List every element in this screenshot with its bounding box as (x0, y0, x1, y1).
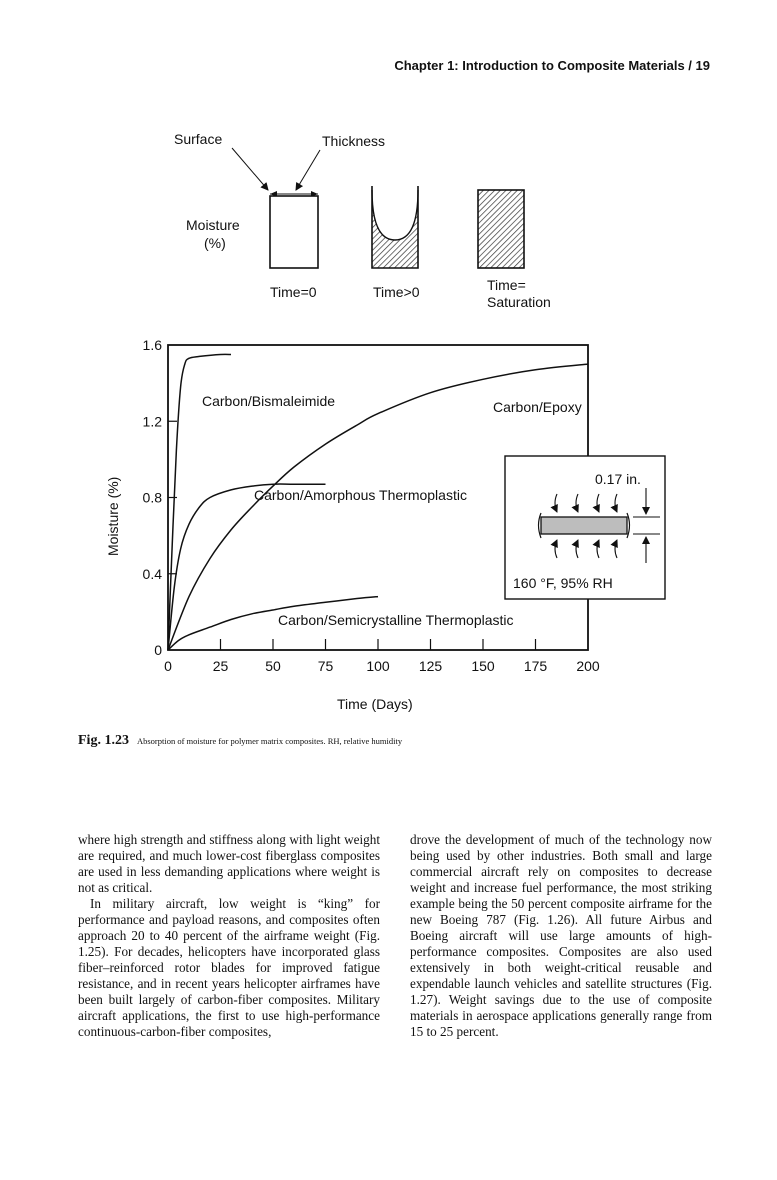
column-right (410, 832, 712, 1040)
surface-label: Surface (174, 131, 223, 147)
figure-caption (78, 731, 402, 749)
moisture-label-1: Moisture (186, 217, 240, 233)
profile-saturation (478, 190, 524, 268)
series-label-epoxy: Carbon/Epoxy (493, 399, 582, 415)
series-label-bismaleimide: Carbon/Bismaleimide (202, 393, 336, 409)
figure-number: Fig. 1.23 (78, 733, 129, 748)
time-saturation-label-1: Time= (487, 277, 526, 293)
x-axis-label: Time (Days) (337, 696, 413, 712)
series-label-amorphous: Carbon/Amorphous Thermoplastic (254, 487, 467, 503)
paragraph: drove the development of much of the technology now being used by other industries. Both small and large commercial aircraft rely on composites to decrease weight and increase fuel performance, the most striking example being the 50 percent composite airframe for the new Boeing 787 (Fig. 1.26). All future Airbus and Boeing aircraft will use large amounts of high-performance composites. Composites are also used extensively in both weight-critical reusable and expendable launch vehicles and satellite structures (Fig. 1.27). Weight savings due to the use of composite materials in aerospace applications generally range from 15 to 25 percent. (410, 832, 712, 1039)
x-tick-label: 50 (265, 658, 281, 674)
x-tick-label: 125 (418, 658, 443, 674)
figure-caption-text: Absorption of moisture for polymer matrix composites. RH, relative humidity (136, 736, 403, 746)
time0-label: Time=0 (270, 284, 317, 300)
x-tick-label: 175 (523, 658, 548, 674)
x-axis-ticks (164, 639, 600, 674)
x-tick-label: 75 (317, 658, 334, 674)
body-text (78, 832, 712, 1040)
moisture-schematic (174, 131, 551, 310)
profile-time-gt0 (372, 186, 418, 268)
series-label-semicrystalline: Carbon/Semicrystalline Thermoplastic (278, 612, 514, 628)
y-tick-label: 0.8 (142, 489, 162, 506)
y-tick-label: 1.2 (142, 413, 162, 430)
x-tick-label: 150 (471, 658, 495, 674)
running-header: Chapter 1: Introduction to Composite Materials / 19 (394, 58, 710, 73)
x-tick-label: 200 (576, 658, 600, 674)
paragraph: In military aircraft, low weight is “king” for performance and payload reasons, and composites often approach 20 to 40 percent of the airframe weight (Fig. 1.25). For decades, helicopters have incorporated glass fiber–reinforced rotor blades for improved fatigue resistance, and in recent years helicopter airframes have been built largely of carbon-fiber composites. Military aircraft applications, the first to use high-performance continuous-carbon-fiber composites, (78, 896, 380, 1039)
specimen-inset (505, 456, 665, 599)
profile-time0 (270, 196, 318, 268)
y-tick-label: 0.4 (142, 565, 162, 582)
moisture-label-2: (%) (204, 235, 226, 251)
inset-specimen (541, 517, 627, 534)
time-gt0-label: Time>0 (373, 284, 420, 300)
surface-arrow (232, 148, 268, 190)
thickness-arrow (296, 150, 320, 190)
paragraph: where high strength and stiffness along with light weight are required, and much lower-cost fiberglass composites are used in less demanding applications where weight is not as critical. (78, 832, 380, 895)
x-tick-label: 0 (164, 658, 172, 674)
thickness-label: Thickness (322, 133, 386, 149)
y-tick-label: 1.6 (142, 337, 162, 353)
column-left (78, 832, 380, 1040)
y-tick-label: 0 (154, 642, 162, 658)
x-tick-label: 100 (366, 658, 390, 674)
inset-conditions: 160 °F, 95% RH (513, 575, 613, 591)
time-saturation-label-2: Saturation (487, 294, 551, 310)
y-axis-label: Moisture (%) (105, 476, 121, 556)
moisture-chart (105, 337, 665, 712)
inset-thickness: 0.17 in. (595, 471, 641, 487)
x-tick-label: 25 (212, 658, 229, 674)
